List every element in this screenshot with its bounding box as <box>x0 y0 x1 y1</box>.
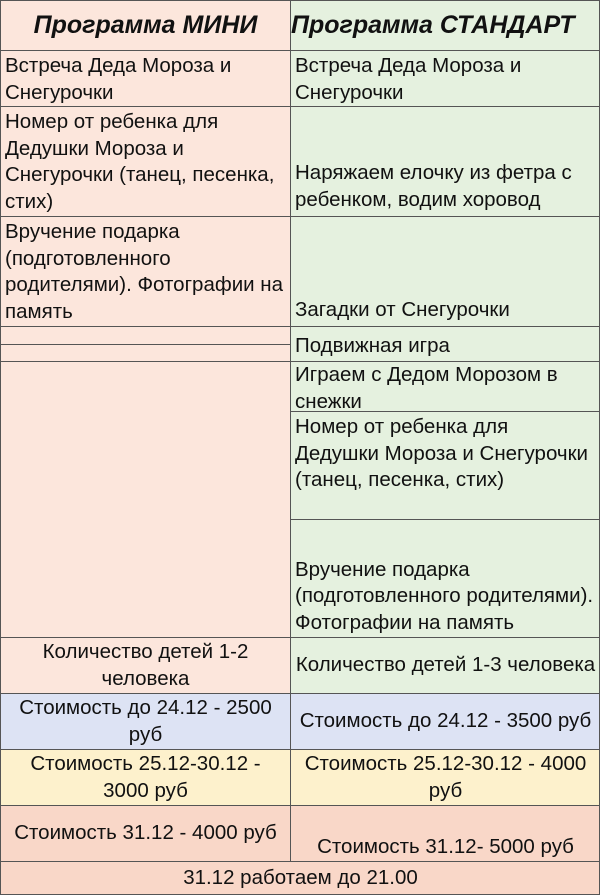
standard-item-meeting: Встреча Деда Мороза и Снегурочки <box>290 50 600 106</box>
standard-item-tree-decorating-text: Наряжаем елочку из фетра с ребенком, водим хоровод <box>295 161 572 211</box>
standard-item-gift-photos-text: Вручение подарка (подготовленного родителями). Фотографии на память <box>295 557 594 634</box>
header-standard: Программа СТАНДАРТ <box>290 0 600 50</box>
mini-empty-row <box>0 344 290 361</box>
standard-price-2512-3012: Стоимость 25.12-30.12 - 4000 руб <box>290 749 600 805</box>
standard-item-snowballs: Играем с Дедом Морозом в снежки <box>290 361 600 411</box>
standard-item-active-game-text: Подвижная игра <box>295 333 450 357</box>
mini-price-3112: Стоимость 31.12 - 4000 руб <box>0 805 290 861</box>
mini-empty-row <box>0 326 290 344</box>
standard-item-riddles <box>290 216 600 326</box>
standard-item-tree-decorating <box>290 106 600 216</box>
standard-kids-count: Количество детей 1-3 человека <box>290 637 600 693</box>
standard-price-3112 <box>290 805 600 861</box>
standard-price-until-2412: Стоимость до 24.12 - 3500 руб <box>290 693 600 749</box>
mini-empty-block <box>0 361 290 637</box>
mini-price-until-2412: Стоимость до 24.12 - 2500 руб <box>0 693 290 749</box>
mini-kids-count: Количество детей 1-2 человека <box>0 637 290 693</box>
standard-item-child-performance: Номер от ребенка для Дедушки Мороза и Снегурочки (танец, песенка, стих) <box>290 411 600 519</box>
mini-item-gift-photos: Вручение подарка (подготовленного родителями). Фотографии на память <box>0 216 290 326</box>
standard-item-gift-photos <box>290 519 600 637</box>
standard-item-riddles-text: Загадки от Снегурочки <box>295 297 510 321</box>
mini-item-child-performance: Номер от ребенка для Дедушки Мороза и Снегурочки (танец, песенка, стих) <box>0 106 290 216</box>
standard-item-active-game <box>290 326 600 361</box>
mini-item-meeting: Встреча Деда Мороза и Снегурочки <box>0 50 290 106</box>
footer-working-hours: 31.12 работаем до 21.00 <box>0 861 600 895</box>
header-mini: Программа МИНИ <box>0 0 290 50</box>
mini-price-2512-3012: Стоимость 25.12-30.12 - 3000 руб <box>0 749 290 805</box>
standard-price-3112-text: Стоимость 31.12- 5000 руб <box>317 834 574 858</box>
